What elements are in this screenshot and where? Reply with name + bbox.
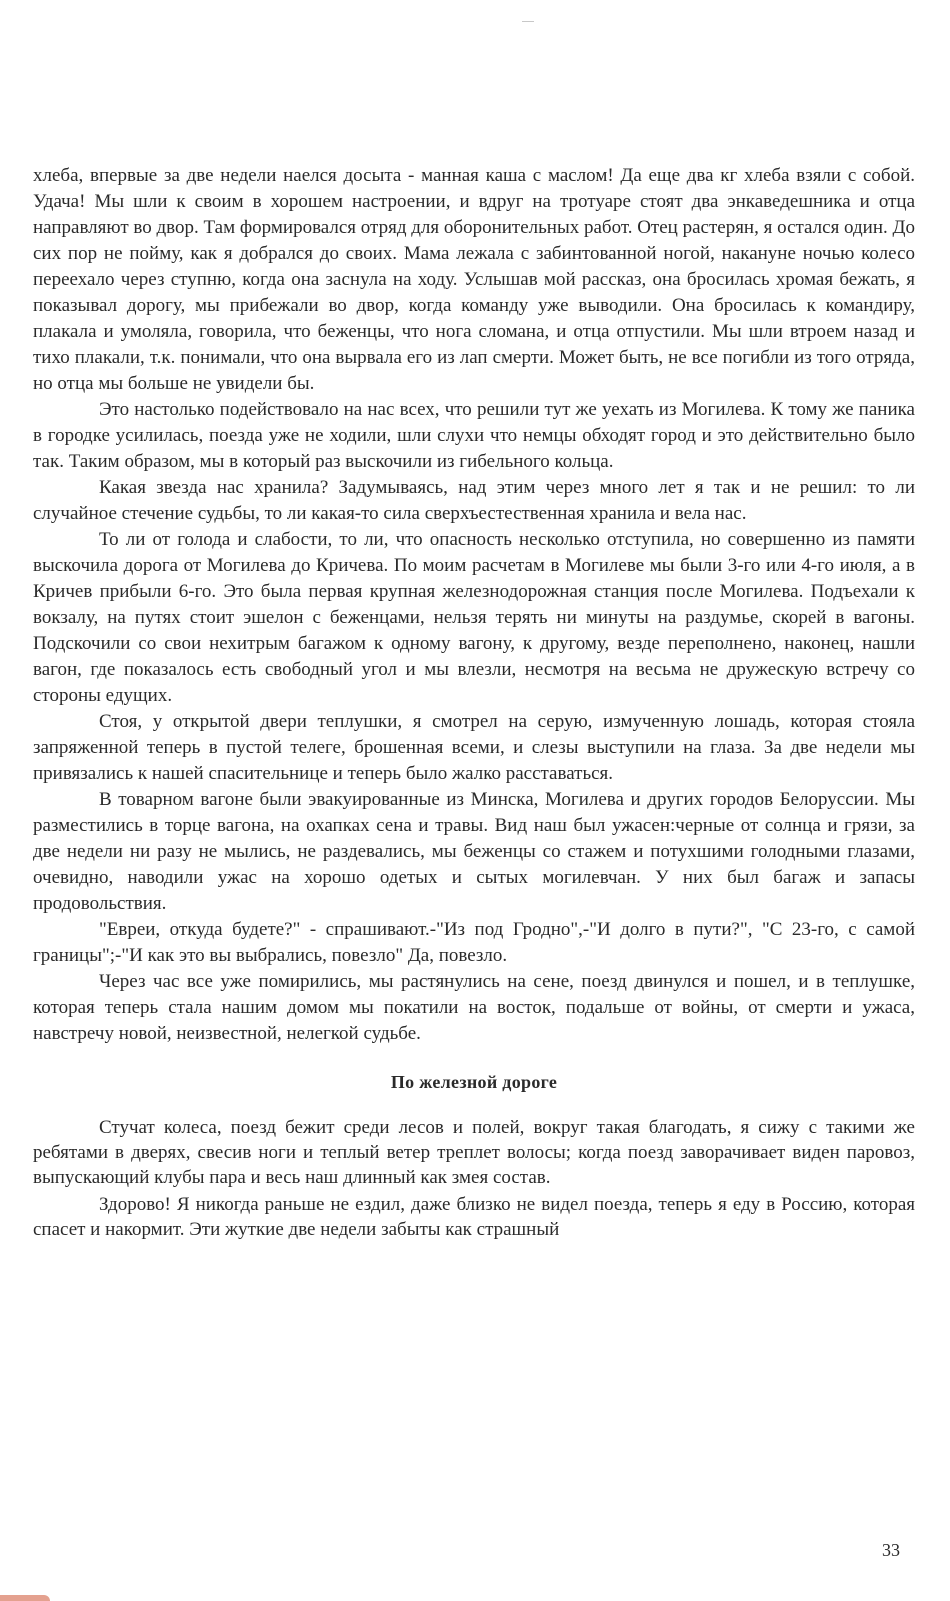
document-page (33, 163, 915, 1244)
section-title: По железной дороге (390, 1072, 558, 1092)
page-number: 33 (882, 1540, 900, 1560)
chapter-text (33, 163, 915, 1047)
scan-edge-mark (0, 1595, 50, 1601)
paragraph-3: Какая звезда нас хранила? Задумываясь, над этим через много лет я так и не решил: то ли случайное стечение судьбы, то ли какая-то сила сверхъестественная хранила и вела нас. (33, 477, 915, 524)
section-paragraph-1: Стучат колеса, поезд бежит среди лесов и полей, вокруг такая благодать, я сижу с такими же ребятами в дверях, свесив ноги и теплый ветер треплет волосы; когда поезд заворачивает виден паровоз, выпускающий клубы пара и весь наш длинный как змея состав. (33, 1117, 915, 1188)
paragraph-5: Стоя, у открытой двери теплушки, я смотрел на серую, измученную лошадь, которая стояла запряженной теперь в пустой телеге, брошенная всеми, и слезы выступили на глаза. За две недели мы привязались к нашей спасительнице и теперь было жалко расставаться. (33, 711, 915, 784)
paragraph-1: хлеба, впервые за две недели наелся досыта - манная каша с маслом! Да еще два кг хлеба взяли с собой. Удача! Мы шли к своим в хорошем настроении, и вдруг на тротуаре стоят два энкаведешника и отца направляют во двор. Там формировался отряд для оборонительных работ. Отец растерян, я остался один. До сих пор не пойму, как я добрался до своих. Мама лежала с забинтованной ногой, накануне ночью колесо переехало через ступню, когда она заснула на ходу. Услышав мой рассказ, она бросилась хромая бежать, я показывал дорогу, мы прибежали во двор, когда команду уже выводили. Она бросилась к командиру, плакала и умоляла, говорила, что беженцы, что нога сломана, и отца отпустили. Мы шли втроем назад и тихо плакали, т.к. понимали, что она вырвала его из лап смерти. Может быть, не все погибли из того отряда, но отца мы больше не увидели бы. (33, 165, 915, 394)
paragraph-8: Через час все уже помирились, мы растянулись на сене, поезд двинулся и пошел, и в теплушке, которая теперь стала нашим домом мы покатили на восток, подальше от войны, от смерти и ужаса, навстречу новой, неизвестной, нелегкой судьбе. (33, 971, 915, 1044)
paragraph-2: Это настолько подействовало на нас всех, что решили тут же уехать из Могилева. К тому же паника в городке усилилась, поезда уже не ходили, шли слухи что немцы обходят город и это действительно было так. Таким образом, мы в который раз выскочили из гибельного кольца. (33, 399, 915, 472)
paragraph-7: "Евреи, откуда будете?" - спрашивают.-"Из под Гродно",-"И долго в пути?", "С 23-го, с самой границы";-"И как это вы выбрались, повезло" Да, повезло. (33, 919, 915, 966)
paragraph-6: В товарном вагоне были эвакуированные из Минска, Могилева и других городов Белоруссии. Мы разместились в торце вагона, на охапках сена и травы. Вид наш был ужасен:черные от солнца и грязи, за две недели ни разу не мылись, не раздевались, мы беженцы со стажем и потухшими голодными глазами, очевидно, наводили ужас на хорошо одетых и сытых могилевчан. У них был багаж и запасы продовольствия. (33, 789, 915, 914)
section-paragraph-2: Здорово! Я никогда раньше не ездил, даже близко не видел поезда, теперь я еду в Россию, которая спасет и накормит. Эти жуткие две недели забыты как страшный (33, 1194, 915, 1240)
section-text (33, 1115, 915, 1242)
paragraph-4: То ли от голода и слабости, то ли, что опасность несколько отступила, но совершенно из памяти выскочила дорога от Могилева до Кричева. По моим расчетам в Могилеве мы были 3-го или 4-го июля, а в Кричев прибыли 6-го. Это была первая крупная железнодорожная станция после Могилева. Подъехали к вокзалу, на путях стоит эшелон с беженцами, нельзя терять ни минуты на раздумье, скорей в вагоны. Подскочили со свои нехитрым багажом к одному вагону, к другому, везде переполнено, наконец, нашли вагон, где показалось есть свободный угол и мы влезли, несмотря на весьма не дружескую встречу со стороны едущих. (33, 529, 915, 706)
scan-mark (522, 21, 534, 22)
